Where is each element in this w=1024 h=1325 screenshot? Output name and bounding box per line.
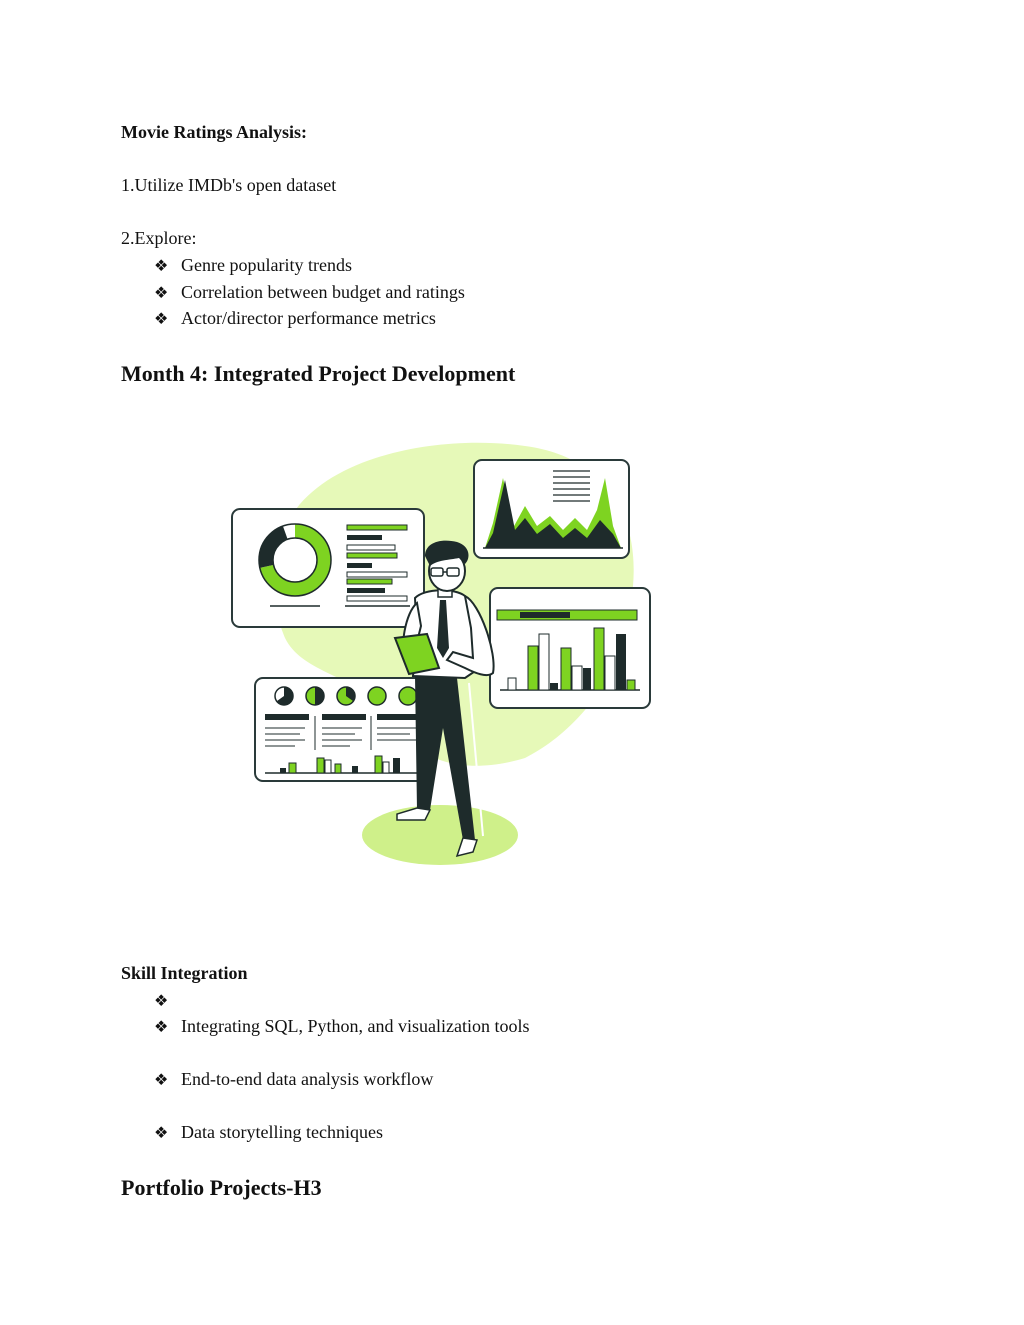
- diamond-bullet-icon: ❖: [154, 1070, 169, 1089]
- diamond-bullet-icon: ❖: [154, 309, 169, 328]
- portfolio-heading: Portfolio Projects-H3: [121, 1175, 322, 1200]
- list-item-text: End-to-end data analysis workflow: [181, 1069, 434, 1089]
- skill-integration-title: Skill Integration: [121, 963, 248, 983]
- list-item: [154, 255, 352, 276]
- donut-chart-card: [232, 509, 424, 627]
- diamond-bullet-icon: ❖: [154, 283, 169, 302]
- month-4-heading: Month 4: Integrated Project Development: [121, 361, 516, 386]
- diamond-bullet-icon: ❖: [154, 1123, 169, 1142]
- list-item: [154, 282, 465, 303]
- diamond-bullet-icon: ❖: [154, 1017, 169, 1036]
- area-chart-card: [474, 460, 629, 558]
- list-item-text: Data storytelling techniques: [181, 1122, 383, 1142]
- step-2: 2.Explore:: [121, 228, 197, 248]
- list-item-text: Correlation between budget and ratings: [181, 282, 465, 302]
- list-item: [154, 1016, 529, 1037]
- data-analyst-dashboard-illustration: [225, 438, 665, 870]
- diamond-bullet-icon: ❖: [154, 991, 169, 1010]
- diamond-bullet-icon: ❖: [154, 256, 169, 275]
- list-item-text: Integrating SQL, Python, and visualization tools: [181, 1016, 530, 1036]
- list-item: [154, 308, 436, 329]
- list-item: [154, 990, 181, 1011]
- list-item: [154, 1069, 433, 1090]
- list-item-text: Genre popularity trends: [181, 255, 352, 275]
- list-item-text: Actor/director performance metrics: [181, 308, 436, 328]
- kpi-card: [255, 678, 430, 781]
- section-title: Movie Ratings Analysis:: [121, 122, 308, 142]
- list-item: [154, 1122, 383, 1143]
- step-1: 1.Utilize IMDb's open dataset: [121, 175, 337, 195]
- bar-chart-card: [490, 588, 650, 708]
